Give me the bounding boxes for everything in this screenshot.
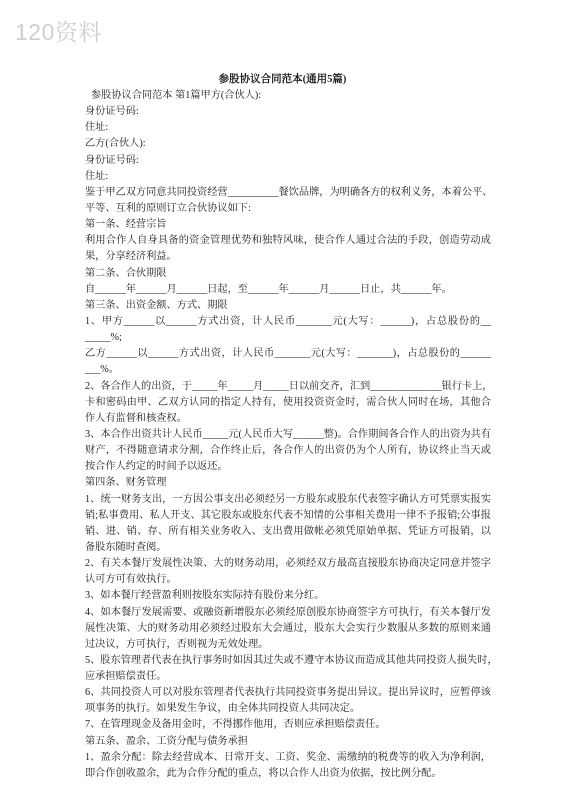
text-line: 第五条、盈余、工资分配与债务承担 — [85, 735, 248, 747]
text-line: 住址: — [85, 170, 109, 182]
watermark-logo: 120资料 — [15, 19, 102, 45]
paragraph — [85, 750, 491, 782]
paragraph — [85, 427, 491, 475]
text-line: 即合作创收盈余，此为合作分配的重点，将以合作人出资为依据，按比例分配。 — [85, 767, 442, 779]
text-line: 7、在管理现金及备用金时，不得挪作他用，否则应承担赔偿责任。 — [85, 719, 386, 731]
text-line: 鉴于甲乙双方同意共同投资经营__________餐饮品牌，为明确各方的权利义务，本着公平、 — [85, 186, 493, 198]
text-line: 第一条、经营宗旨 — [85, 219, 167, 231]
text-line: _____%; — [85, 332, 122, 344]
section-heading — [85, 217, 491, 233]
text-line: 2、有关本餐厅发展性决策、大的财务动用，必须经双方最高直接股东协商决定同意并签字 — [85, 558, 491, 570]
paragraph — [85, 685, 491, 717]
text-line: 过决议，方可执行，否则视为无效处理。 — [85, 638, 269, 650]
text-line: 财产，不得随意请求分割，合作终止后，各合作人的出资仍为个人所有，协议终止当天或 — [85, 445, 491, 457]
field-id-number — [85, 104, 491, 120]
text-line: 应承担赔偿责任。 — [85, 671, 167, 683]
text-line: 乙方(合伙人): — [85, 138, 146, 150]
section-heading — [85, 298, 491, 314]
text-line: 作人有监督和核查权。 — [85, 412, 187, 424]
text-line: 乙方______以______方式出资，计人民币_______元(大写：_______)，占总股份的______ — [85, 348, 491, 360]
paragraph — [85, 185, 491, 217]
text-line: 展性决策、大的财务动用必须经过股东大会通过，股东大会实行少数服从多数的原则来通 — [85, 622, 491, 634]
paragraph — [85, 314, 491, 346]
section-heading — [85, 734, 491, 750]
field-address — [85, 169, 491, 185]
text-line: 销、进、销、存、所有相关业务收入、支出费用做帐必须凭原始单据、凭证方可报销，以 — [85, 525, 491, 537]
field-address — [85, 120, 491, 136]
text-line: 4、如本餐厅发展需要、或融资新增股东必须经原创股东协商签字方可执行，有关本餐厅发 — [85, 606, 491, 618]
paragraph — [85, 556, 491, 588]
text-line: 1、盈余分配：除去经营成本、日常开支、工资、奖金、需缴纳的税费等的收入为净利润， — [85, 751, 491, 763]
text-line: 5、股东管理者代表在执行事务时如因其过失或不遵守本协议而造成其他共同投资人损失时， — [85, 654, 498, 666]
text-line: 销;私事费用、私人开支、其它股东或股东代表不知情的公事相关费用一律不予报销;公事报 — [85, 509, 491, 521]
section-heading — [85, 475, 491, 491]
text-line: 参股协议合同范本 第1篇甲方(合伙人): — [91, 90, 262, 101]
paragraph — [85, 605, 491, 653]
paragraph — [85, 233, 491, 265]
text-line: 住址: — [85, 122, 109, 134]
document-body — [85, 88, 498, 782]
paragraph — [85, 379, 491, 427]
text-line: 1、统一财务支出，一方因公事支出必须经另一方股东或股东代表签字确认方可凭票实报实 — [85, 493, 491, 505]
text-line: 3、本合作出资共计人民币_____元(人民币大写______整)。合作期间各合作人的出资为共有 — [85, 428, 491, 440]
text-line: 3、如本餐厅经营盈利则按股东实际持有股份来分红。 — [85, 590, 325, 602]
paragraph-intro — [85, 88, 491, 104]
text-line: 6、共同投资人可以对股东管理者代表执行共同投资事务提出异议。提出异议时，应暂停该 — [85, 687, 491, 699]
field-party-b — [85, 136, 491, 152]
field-id-number — [85, 153, 491, 169]
paragraph — [85, 492, 491, 557]
paragraph — [85, 346, 491, 378]
text-line: 平等、互利的原则订立合伙协议如下: — [85, 202, 251, 214]
text-line: 2、各合作人的出资，于_____年_____月_____日以前交齐，汇到______________银行卡上， — [85, 380, 493, 392]
text-line: 按合作人约定的时间予以返还。 — [85, 461, 228, 473]
text-line: ___%。 — [85, 364, 119, 376]
text-line: 果，分享经济利益。 — [85, 251, 177, 263]
text-line: 利用合作人自身具备的资金管理优势和独特风味，使合作人通过合法的手段，创造劳动成 — [85, 235, 491, 247]
text-line: 项事务的执行。如果发生争议，由全体共同投资人共同决定。 — [85, 703, 361, 715]
document-title: 参股协议合同范本(通用5篇) — [218, 74, 347, 85]
text-line: 第二条、合伙期限 — [85, 267, 167, 279]
text-line: 身份证号码: — [85, 106, 139, 118]
text-line: 备股东随时查阅。 — [85, 541, 167, 553]
text-line: 认可方可有效执行。 — [85, 574, 177, 586]
paragraph — [85, 282, 491, 298]
text-line: 自______年______月______日起，至______年______月______日止，共______年。 — [85, 283, 452, 295]
paragraph — [85, 653, 498, 685]
text-line: 1、甲方______以______方式出资，计人民币_______元(大写：______)，占总股份的__ — [85, 315, 491, 327]
text-line: 身份证号码: — [85, 154, 139, 166]
text-line: 第四条、财务管理 — [85, 477, 167, 489]
text-line: 第三条、出资金额、方式、期限 — [85, 299, 228, 311]
section-heading — [85, 266, 491, 282]
text-line: 卡和密码由甲、乙双方认同的指定人持有，使用投资资金时，需合伙人同时在场，其他合 — [85, 396, 491, 408]
paragraph — [85, 717, 491, 733]
paragraph — [85, 588, 491, 604]
